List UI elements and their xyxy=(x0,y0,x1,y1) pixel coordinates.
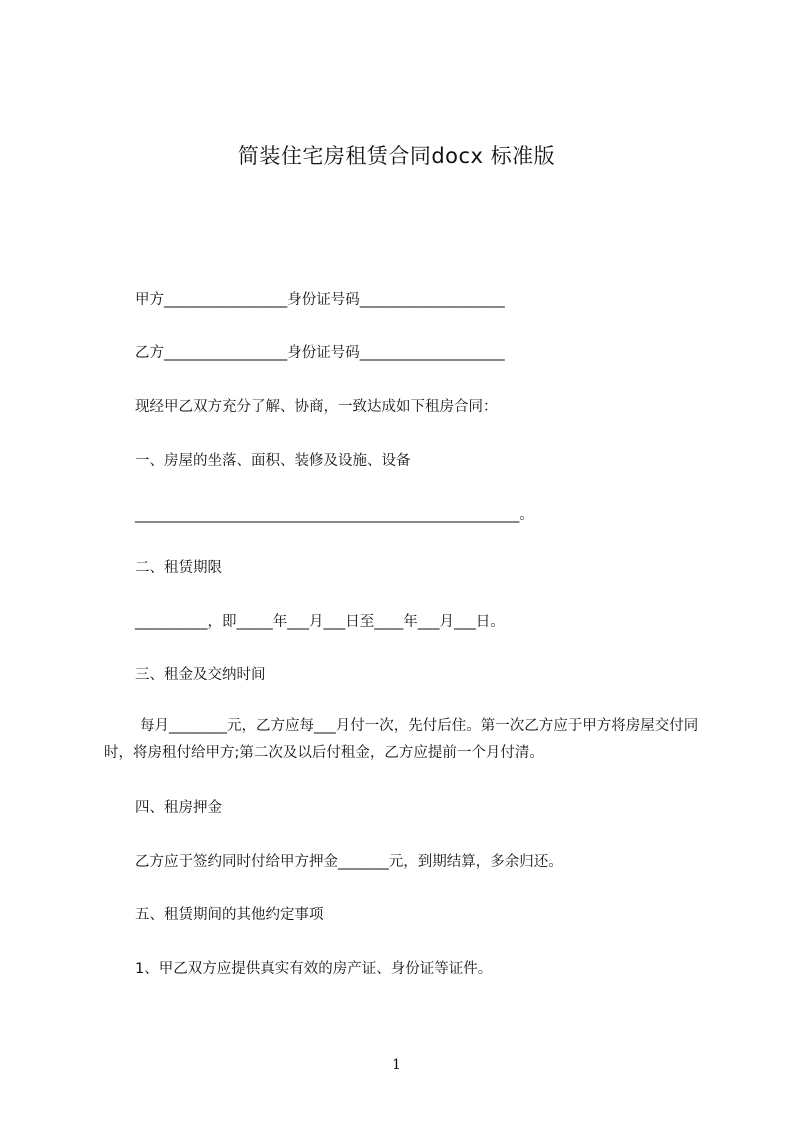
page-number: 1 xyxy=(392,1057,401,1073)
section-4-heading: 四、租房押金 xyxy=(135,800,222,816)
intro-text: 现经甲乙双方充分了解、协商，一致达成如下租房合同： xyxy=(135,399,498,415)
section-5-heading: 五、租赁期间的其他约定事项 xyxy=(135,907,324,923)
section-1-heading: 一、房屋的坐落、面积、装修及设施、设备 xyxy=(135,453,411,469)
party-b-line: 乙方_________________身份证号码____________________ xyxy=(135,345,505,361)
party-a-line: 甲方_________________身份证号码____________________ xyxy=(135,292,505,308)
section-1-blank-line: _____________________________________________________。 xyxy=(135,507,534,523)
section-3-body-text: 每月________元，乙方应每___月付一次，先付后住。第一次乙方应于甲方将房屋交付同时，将房租付给甲方;第二次及以后付租金，乙方应提前一个月付清。 xyxy=(104,718,699,761)
section-2-heading: 二、租赁期限 xyxy=(135,560,222,576)
section-2-term-line: __________，即_____年___月___日至____年___月___日。 xyxy=(135,614,505,630)
section-5-item-1: 1、甲乙双方应提供真实有效的房产证、身份证等证件。 xyxy=(135,961,493,977)
document-title: 简装住宅房租赁合同docx 标准版 xyxy=(237,144,556,168)
section-3-heading: 三、租金及交纳时间 xyxy=(135,667,266,683)
section-4-body: 乙方应于签约同时付给甲方押金_______元，到期结算，多余归还。 xyxy=(135,854,563,870)
section-3-body xyxy=(104,713,724,767)
